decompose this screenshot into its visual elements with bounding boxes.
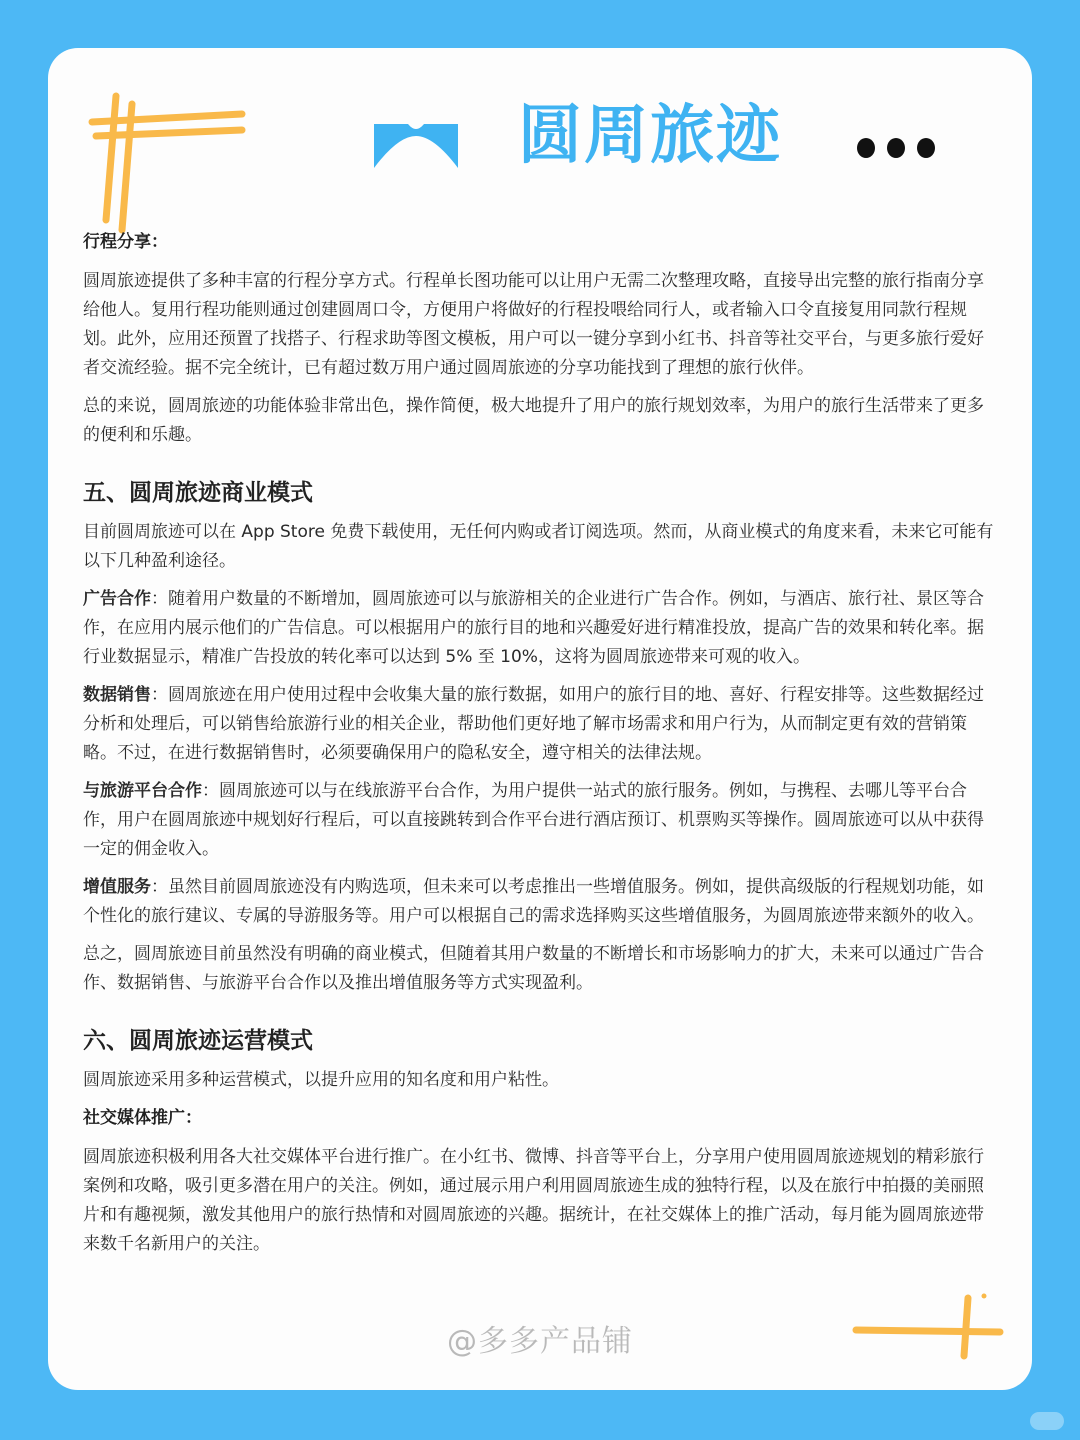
page-title: 圆周旅迹 (518, 99, 782, 173)
vas-paragraph (83, 873, 998, 931)
corner-badge (1030, 1412, 1064, 1430)
data-sales-text: ：圆周旅迹在用户使用过程中会收集大量的旅行数据，如用户的旅行目的地、喜好、行程安排等。这些数据经过分析和处理后，可以销售给旅游行业的相关企业，帮助他们更好地了解市场需求和用户行为，从而制定更有效的营销策略。不过，在进行数据销售时，必须要确保用户的隐私安全，遵守相关的法律法规。 (83, 685, 984, 763)
vas-text: ：虽然目前圆周旅迹没有内购选项，但未来可以考虑推出一些增值服务。例如，提供高级版的行程规划功能，如个性化的旅行建议、专属的导游服务等。用户可以根据自己的需求选择购买这些增值服务，为圆周旅迹带来额外的收入。 (83, 877, 984, 926)
business-summary: 总之，圆周旅迹目前虽然没有明确的商业模式，但随着其用户数量的不断增长和市场影响力的扩大，未来可以通过广告合作、数据销售、与旅游平台合作以及推出增值服务等方式实现盈利。 (83, 944, 984, 993)
ad-label: 广告合作 (83, 589, 151, 609)
data-sales-paragraph (83, 681, 998, 768)
share-heading: 行程分享： (83, 232, 168, 252)
data-sales-label: 数据销售 (83, 685, 151, 705)
watermark: @多多产品铺 (447, 1324, 633, 1359)
operations-intro: 圆周旅迹采用多种运营模式，以提升应用的知名度和用户粘性。 (83, 1070, 559, 1090)
platform-label: 与旅游平台合作 (83, 781, 202, 801)
ribbon-icon (374, 124, 458, 170)
summary-paragraph: 总的来说，圆周旅迹的功能体验非常出色，操作简便，极大地提升了用户的旅行规划效率，为用户的旅行生活带来了更多的便利和乐趣。 (83, 396, 984, 445)
business-intro: 目前圆周旅迹可以在 App Store 免费下载使用，无任何内购或者订阅选项。然而，从商业模式的角度来看，未来它可能有以下几种盈利途径。 (83, 522, 994, 571)
share-paragraph: 圆周旅迹提供了多种丰富的行程分享方式。行程单长图功能可以让用户无需二次整理攻略，直接导出完整的旅行指南分享给他人。复用行程功能则通过创建圆周口令，方便用户将做好的行程投喂给同行人，或者输入口令直接复用同款行程规划。此外，应用还预置了找搭子、行程求助等图文模板，用户可以一键分享到小红书、抖音等社交平台，与更多旅行爱好者交流经验。据不完全统计，已有超过数万用户通过圆周旅迹的分享功能找到了理想的旅行伙伴。 (83, 271, 984, 378)
ad-paragraph (83, 585, 998, 672)
section-heading-business-model: 五、圆周旅迹商业模式 (83, 480, 313, 506)
ad-text: ：随着用户数量的不断增加，圆周旅迹可以与旅游相关的企业进行广告合作。例如，与酒店、旅行社、景区等合作，在应用内展示他们的广告信息。可以根据用户的旅行目的地和兴趣爱好进行精准投放，提高广告的效果和转化率。据行业数据显示，精准广告投放的转化率可以达到 5% 至 10%，这将为圆周旅迹带来可观的收入。 (83, 589, 984, 667)
more-dots-icon (854, 134, 938, 162)
article-body (83, 228, 998, 1268)
platform-text: ：圆周旅迹可以与在线旅游平台合作，为用户提供一站式的旅行服务。例如，与携程、去哪儿等平台合作，用户在圆周旅迹中规划好行程后，可以直接跳转到合作平台进行酒店预订、机票购买等操作。圆周旅迹可以从中获得一定的佣金收入。 (83, 781, 984, 859)
hash-decoration-icon (86, 90, 248, 235)
platform-paragraph (83, 777, 998, 864)
social-paragraph: 圆周旅迹积极利用各大社交媒体平台进行推广。在小红书、微博、抖音等平台上，分享用户使用圆周旅迹规划的精彩旅行案例和攻略，吸引更多潜在用户的关注。例如，通过展示用户利用圆周旅迹生成的独特行程，以及在旅行中拍摄的美丽照片和有趣视频，激发其他用户的旅行热情和对圆周旅迹的兴趣。据统计，在社交媒体上的推广活动，每月能为圆周旅迹带来数千名新用户的关注。 (83, 1147, 984, 1254)
vas-label: 增值服务 (83, 877, 151, 897)
section-heading-operations: 六、圆周旅迹运营模式 (83, 1028, 313, 1054)
social-heading: 社交媒体推广： (83, 1108, 202, 1128)
